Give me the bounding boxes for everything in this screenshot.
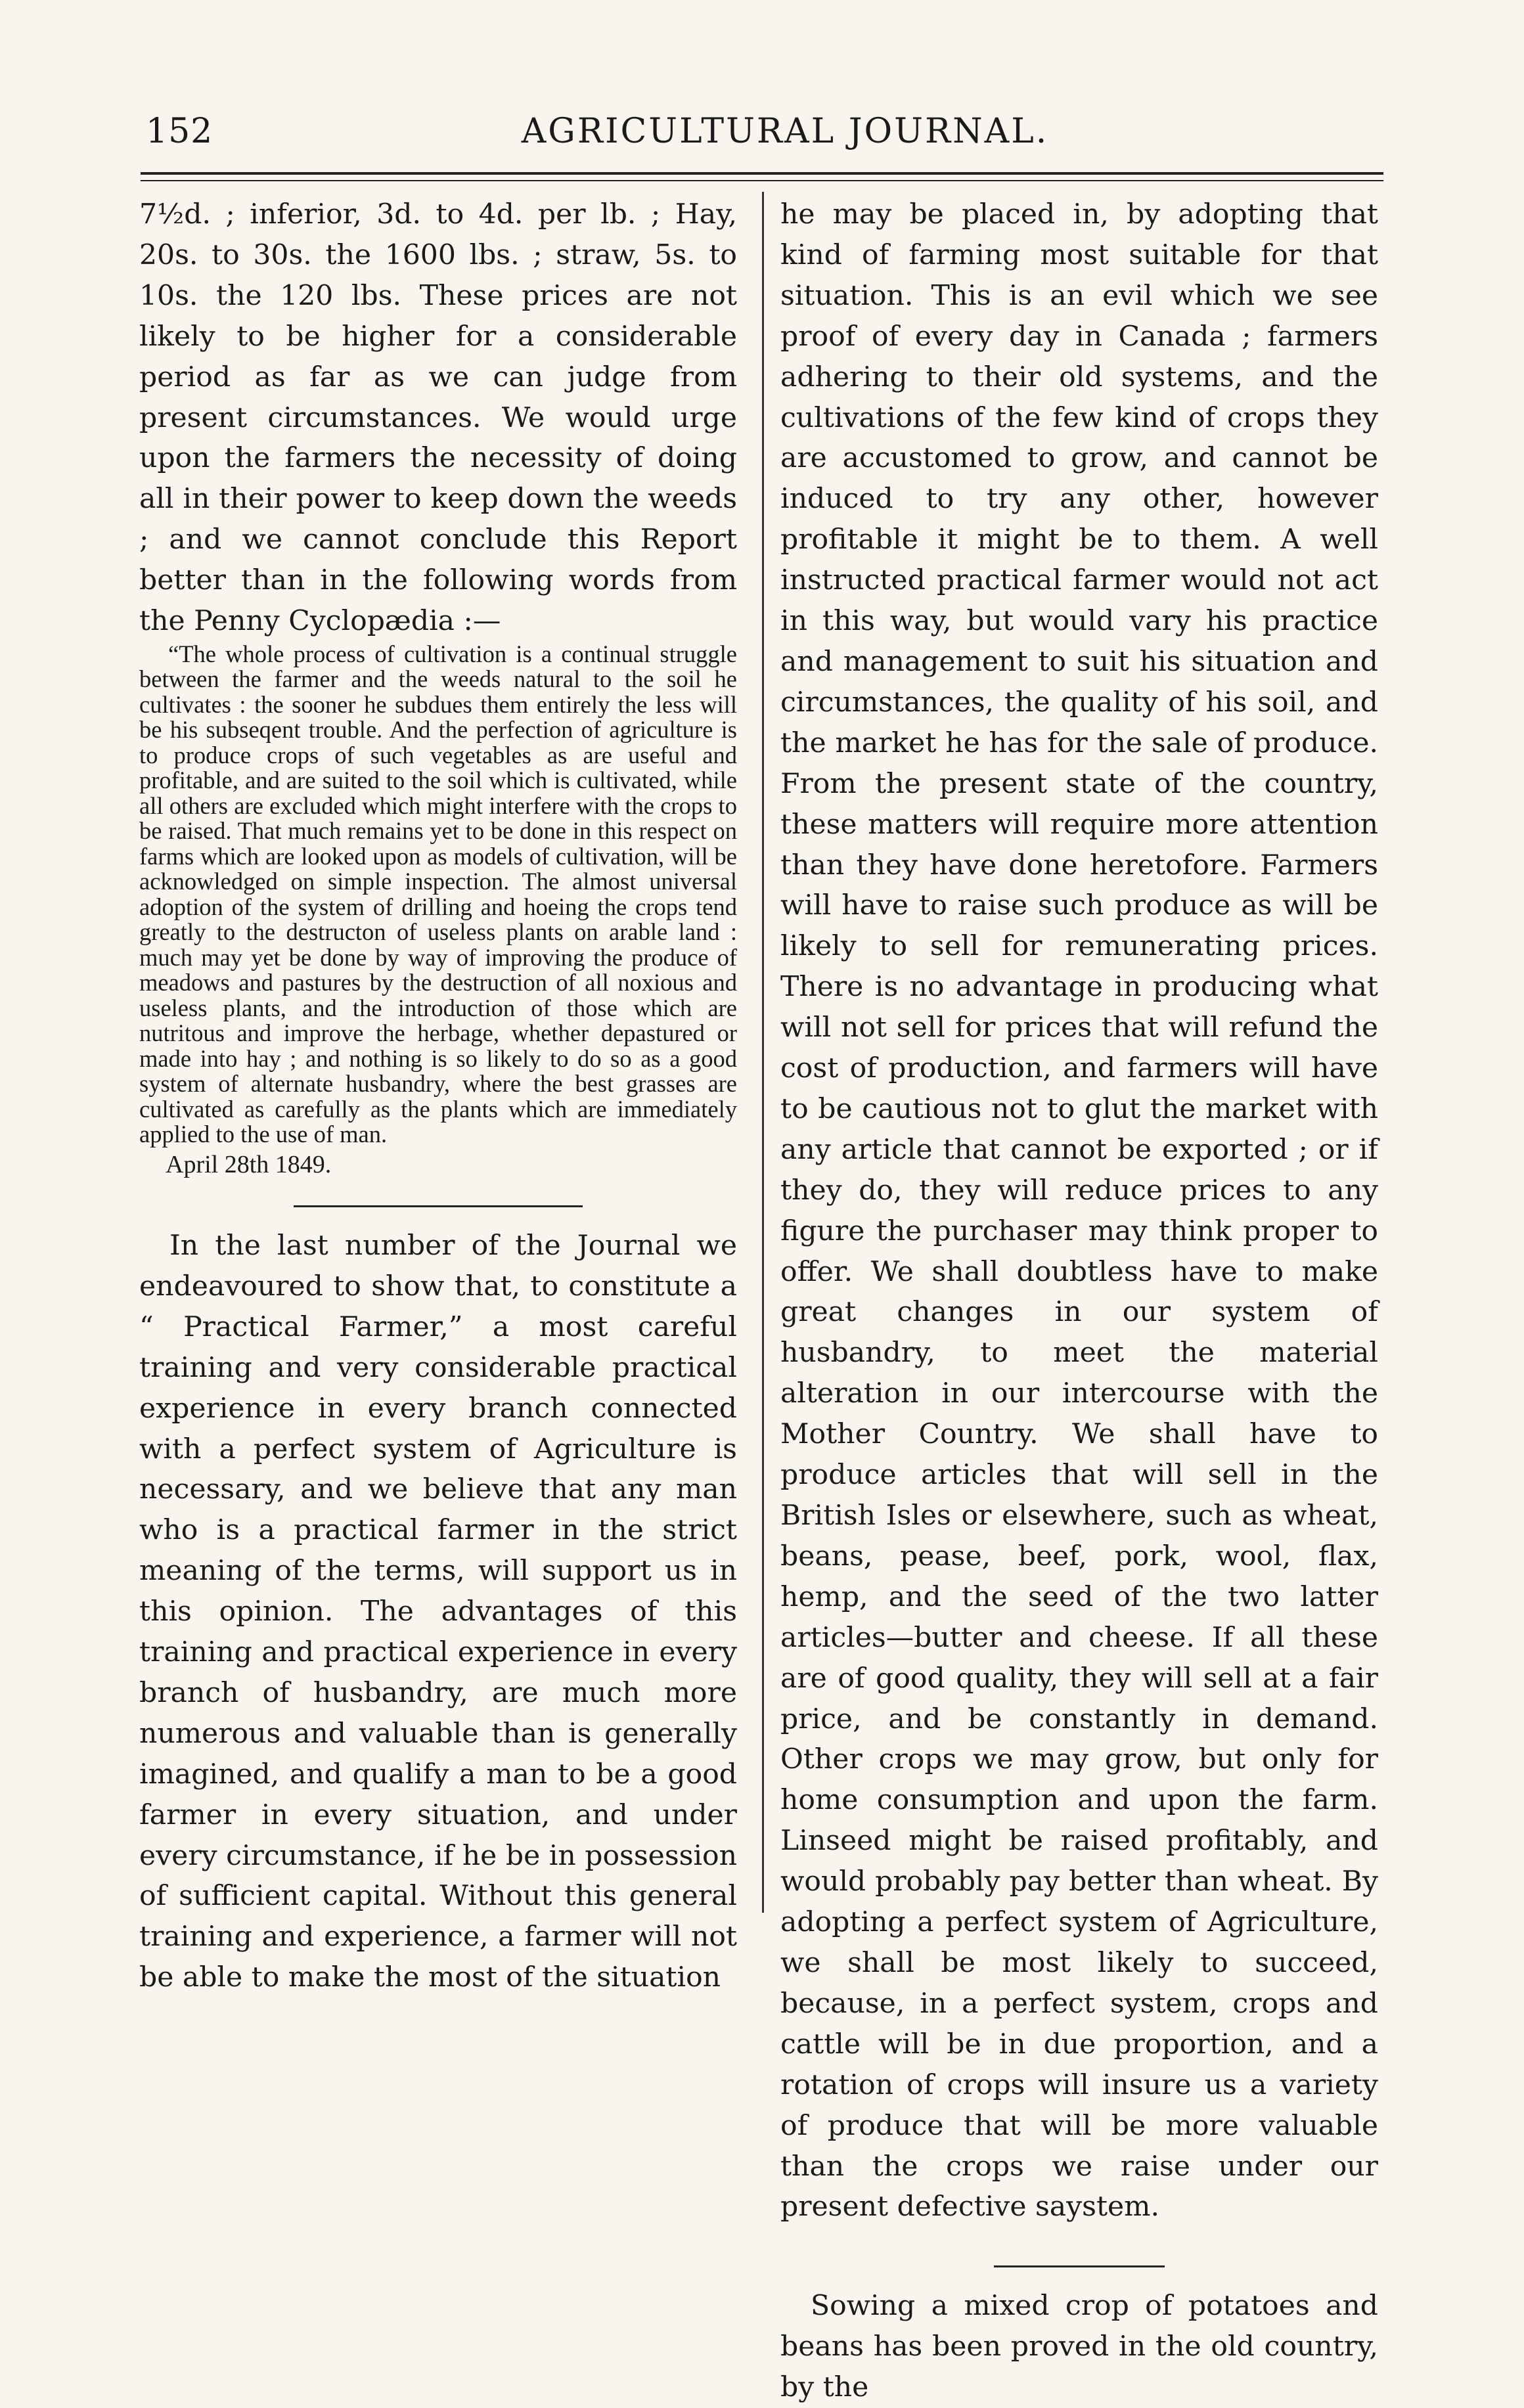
- section-rule-right: [994, 2265, 1165, 2267]
- column-divider: [762, 192, 764, 1913]
- quote-text: “The whole process of cultivation is a continual struggle between the farmer and the weeds natural to the soil he cultivates : the sooner he subdues them entirely the less will be his subseqent trouble. And the perfection of agriculture is to produce crops of such vegetables as are useful and profitable, and are suited to the soil which is cultivated, while all others are excluded which might interfere with the crops to be raised. That much remains yet to be done in this respect on farms which are looked upon as models of cultivation, will be acknowledged on simple inspection. The almost universal adoption of the system of drilling and hoeing the crops tend greatly to the destructon of useless plants on arable land : much may yet be done by way of improving the produce of meadows and pastures by the destruction of all noxious and useless plants, and the introduction of those which are nutritous and improve the herbage, whether depastured or made into hay ; and nothing is so likely to do so as a good system of alternate husbandry, where the best grasses are cultivated as carefully as the plants which are immediately applied to the use of man.: [139, 640, 737, 1148]
- report-date: April 28th 1849.: [166, 1150, 332, 1178]
- right-column: [780, 194, 1378, 2408]
- left-column: [139, 194, 737, 1998]
- running-title: AGRICULTURAL JOURNAL.: [521, 112, 1049, 151]
- practical-farmer-article-continued: he may be placed in, by adopting that kind of farming most suitable for that situation. This is an evil which we see proof of every day in Canada ; farmers adhering to their old systems, and the cultivations of the few kind of crops they are accustomed to grow, and cannot be induced to try any other, however profitable it might be to them. A well instructed practical farmer would not act in this way, but would vary his practice and management to suit his situation and circumstances, the quality of his soil, and the market he has for the sale of produce. From the present state of the country, these matters will require more attention than they have done heretofore. Farmers will have to raise such produce as will be likely to sell for remunerating prices. There is no advantage in producing what will not sell for prices that will refund the cost of production, and farmers will have to be cautious not to glut the market with any article that cannot be exported ; or if they do, they will reduce prices to any figure the purchaser may think proper to offer. We shall doubtless have to make great changes in our system of husbandry, to meet the material alteration in our intercourse with the Mother Country. We shall have to produce articles that will sell in the British Isles or elsewhere, such as wheat, beans, pease, beef, pork, wool, flax, hemp, and the seed of the two latter articles—butter and cheese. If all these are of good quality, they will sell at a fair price, and be constantly in demand. Other crops we may grow, but only for home consumption and upon the farm. Linseed might be raised profitably, and would probably pay better than wheat. By adopting a perfect system of Agriculture, we shall be most likely to succeed, because, in a perfect system, crops and cattle will be in due proportion, and a rotation of crops will insure us a variety of produce that will be more valuable than the crops we raise under our present defective saystem.: [780, 198, 1378, 2223]
- header-rule-thin: [141, 180, 1383, 181]
- market-report-ending: 7½d. ; inferior, 3d. to 4d. per lb. ; Hay, 20s. to 30s. the 1600 lbs. ; straw, 5s. to 10s. the 120 lbs. These prices are not likely to be higher for a considerable period as far as we can judge from present circumstances. We would urge upon the farmers the necessity of doing all in their power to keep down the weeds ; and we cannot conclude this Report better than in the following words from the Penny Cyclopædia :—: [139, 198, 737, 638]
- page-number: 152: [146, 112, 213, 151]
- header-rule-thick: [141, 172, 1383, 175]
- section-rule: [294, 1205, 583, 1207]
- practical-farmer-article: In the last number of the Journal we endeavoured to show that, to constitute a “ Practical Farmer,” a most careful training and very considerable practical experience in every branch connected with a perfect system of Agriculture is necessary, and we believe that any man who is a practical farmer in the strict meaning of the terms, will support us in this opinion. The advantages of this training and practical experience in every branch of husbandry, are much more numerous and valuable than is generally imagined, and qualify a man to be a good farmer in every situation, and under every circumstance, if he be in possession of sufficient capital. Without this general training and experience, a farmer will not be able to make the most of the situation: [139, 1229, 737, 1994]
- cyclopaedia-quote: [139, 642, 737, 1179]
- mixed-crop-article-start: Sowing a mixed crop of potatoes and beans has been proved in the old country, by the: [780, 2290, 1378, 2404]
